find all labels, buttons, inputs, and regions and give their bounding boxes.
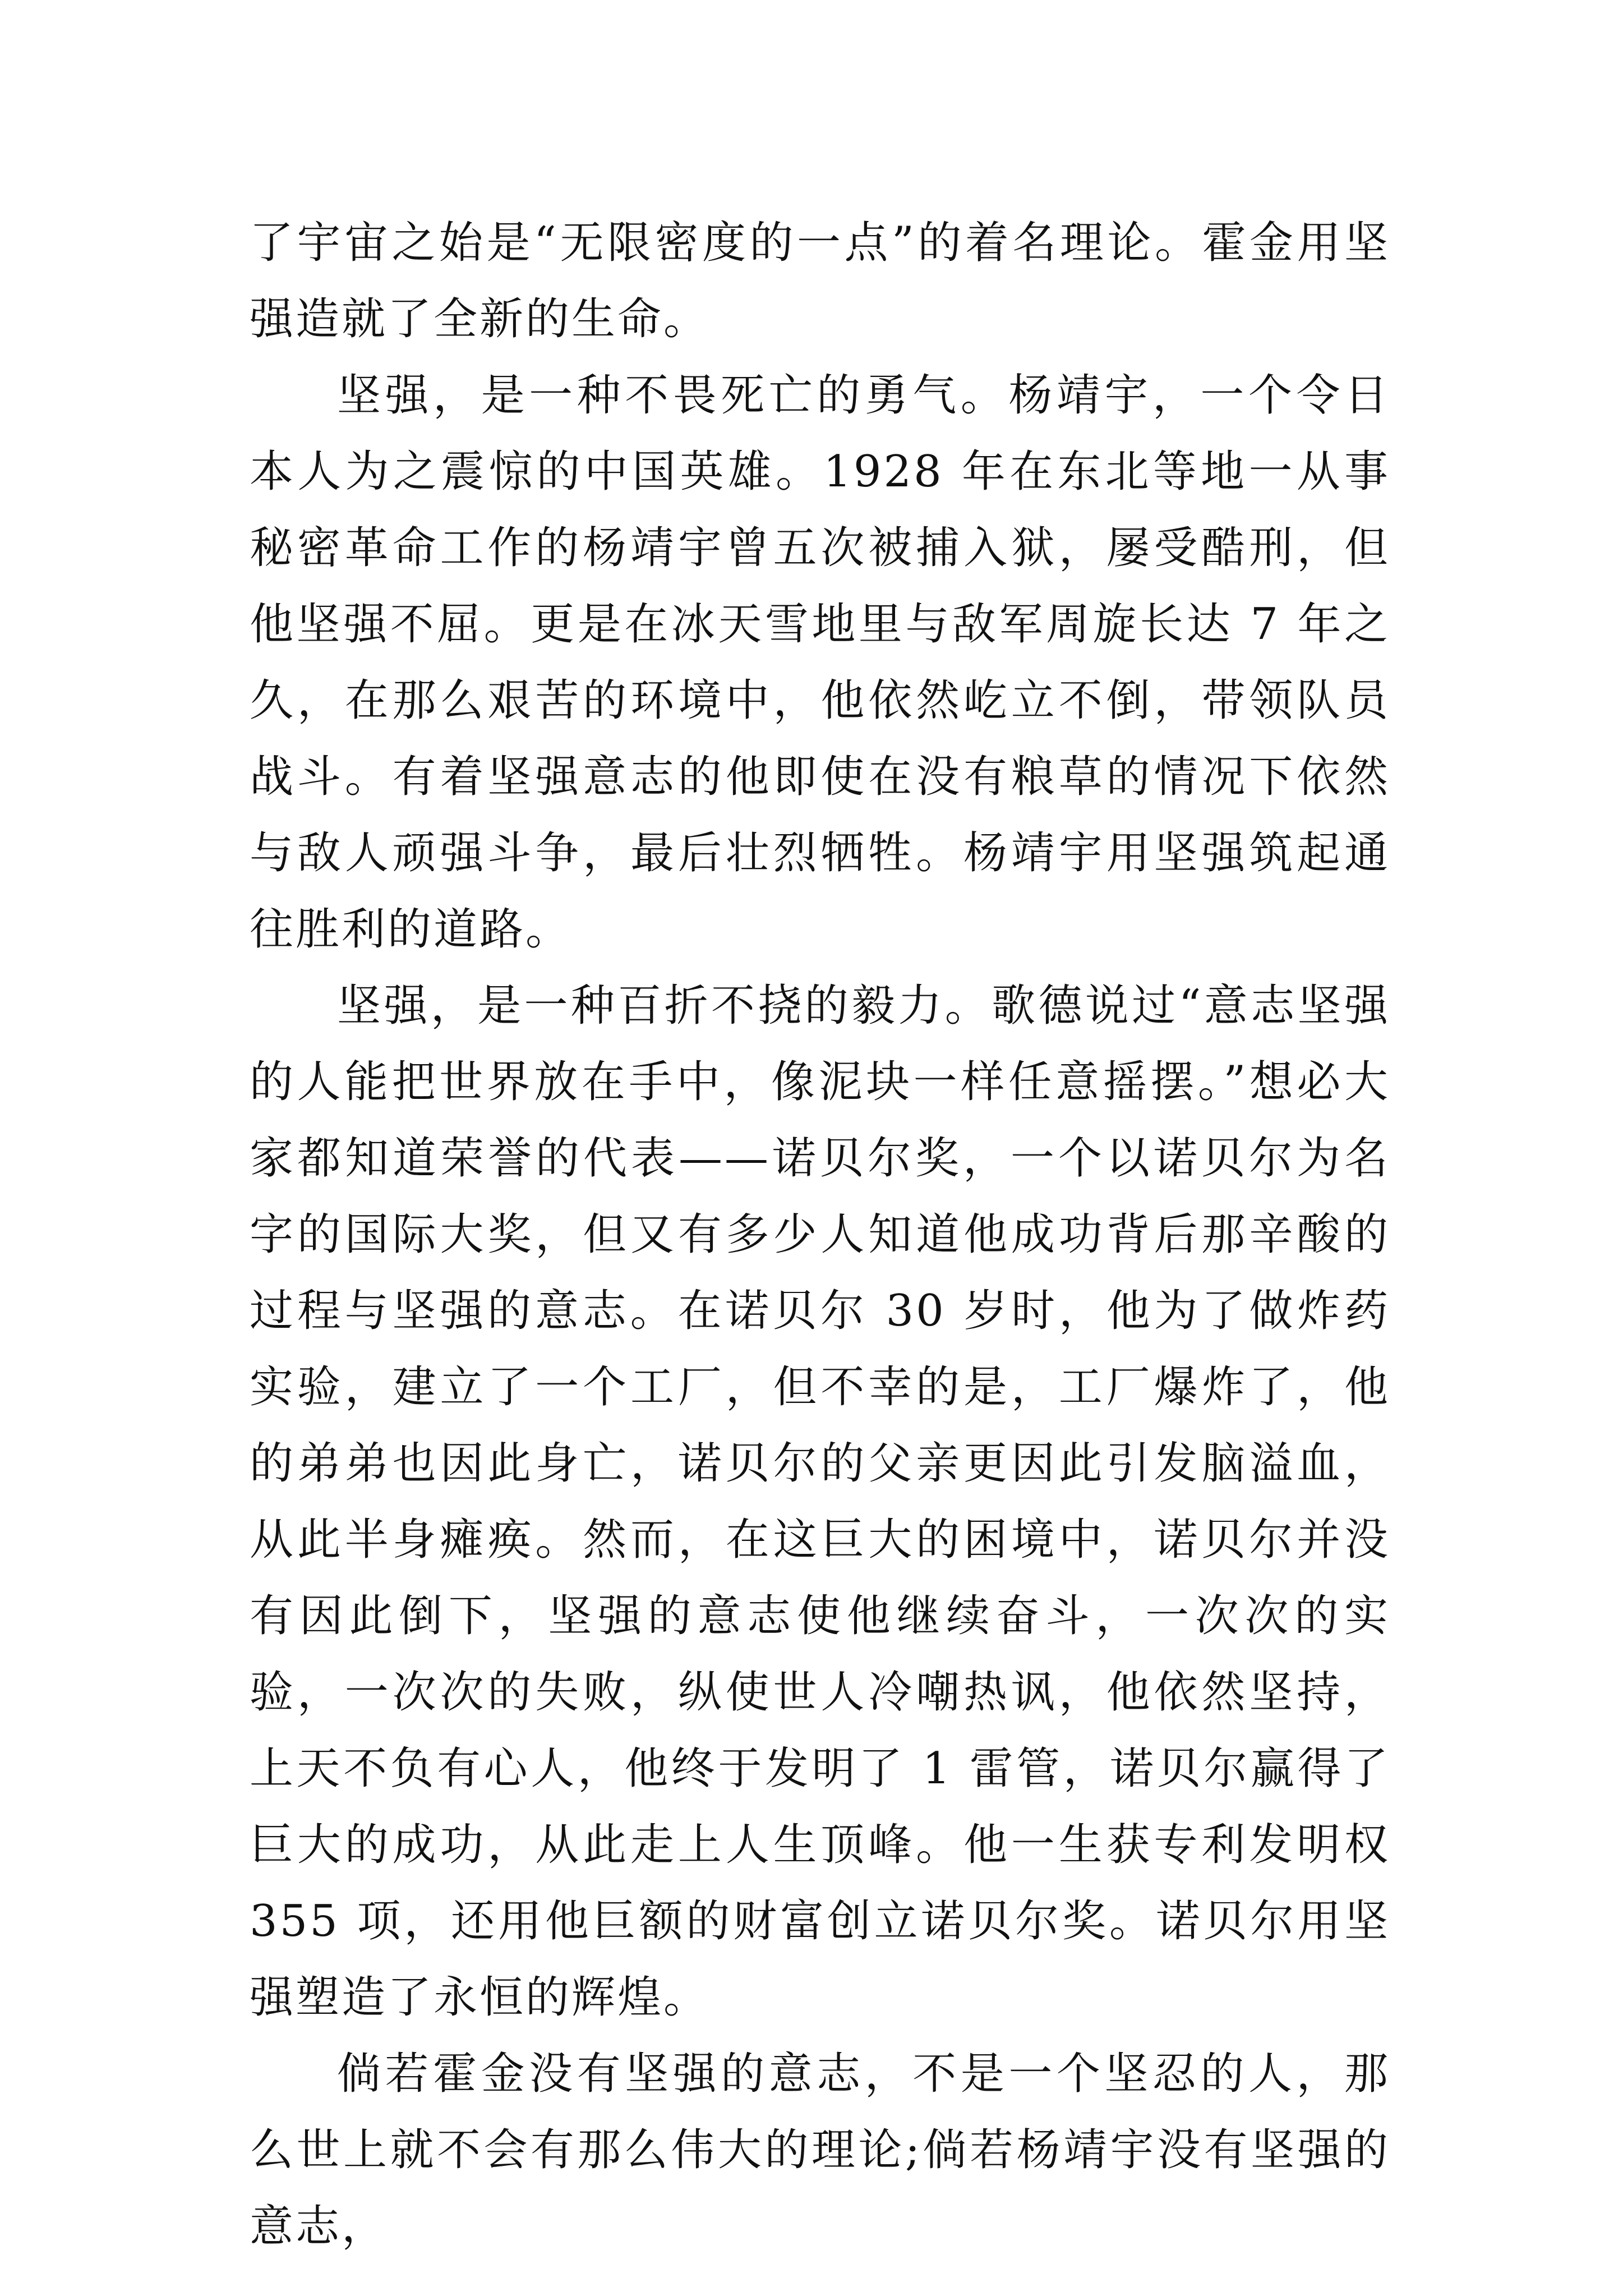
paragraph-summary: 倘若霍金没有坚强的意志，不是一个坚忍的人，那么世上就不会有那么伟大的理论;倘若杨靖宇没有坚强的意志， xyxy=(250,2049,1390,2252)
paragraph-hawking-conclusion: 了宇宙之始是“无限密度的一点”的着名理论。霍金用坚强造就了全新的生命。 xyxy=(250,218,1390,344)
essay-text xyxy=(250,205,1390,2265)
paragraph-yang-jingyu: 坚强，是一种不畏死亡的勇气。杨靖宇，一个令日本人为之震惊的中国英雄。1928 年在东北等地一从事秘密革命工作的杨靖宇曾五次被捕入狱，屡受酷刑，但他坚强不屈。更是在冰天雪地里与敌军周旋长达 7 年之久，在那么艰苦的环境中，他依然屹立不倒，带领队员战斗。有着坚强意志的他即使在没有粮草的情况下依然与敌人顽强斗争，最后壮烈牺牲。杨靖宇用坚强筑起通往胜利的道路。 xyxy=(250,370,1390,955)
paragraph-nobel: 坚强，是一种百折不挠的毅力。歌德说过“意志坚强的人能把世界放在手中，像泥块一样任意摇摆。”想必大家都知道荣誉的代表——诺贝尔奖，一个以诺贝尔为名字的国际大奖，但又有多少人知道他成功背后那辛酸的过程与坚强的意志。在诺贝尔 30 岁时，他为了做炸药实验，建立了一个工厂，但不幸的是，工厂爆炸了，他的弟弟也因此身亡，诺贝尔的父亲更因此引发脑溢血，从此半身瘫痪。然而，在这巨大的困境中，诺贝尔并没有因此倒下，坚强的意志使他继续奋斗，一次次的实验，一次次的失败，纵使世人冷嘲热讽，他依然坚持，上天不负有心人，他终于发明了 1 雷管，诺贝尔赢得了巨大的成功，从此走上人生顶峰。他一生获专利发明权 355 项，还用他巨额的财富创立诺贝尔奖。诺贝尔用坚强塑造了永恒的辉煌。 xyxy=(250,981,1390,2023)
